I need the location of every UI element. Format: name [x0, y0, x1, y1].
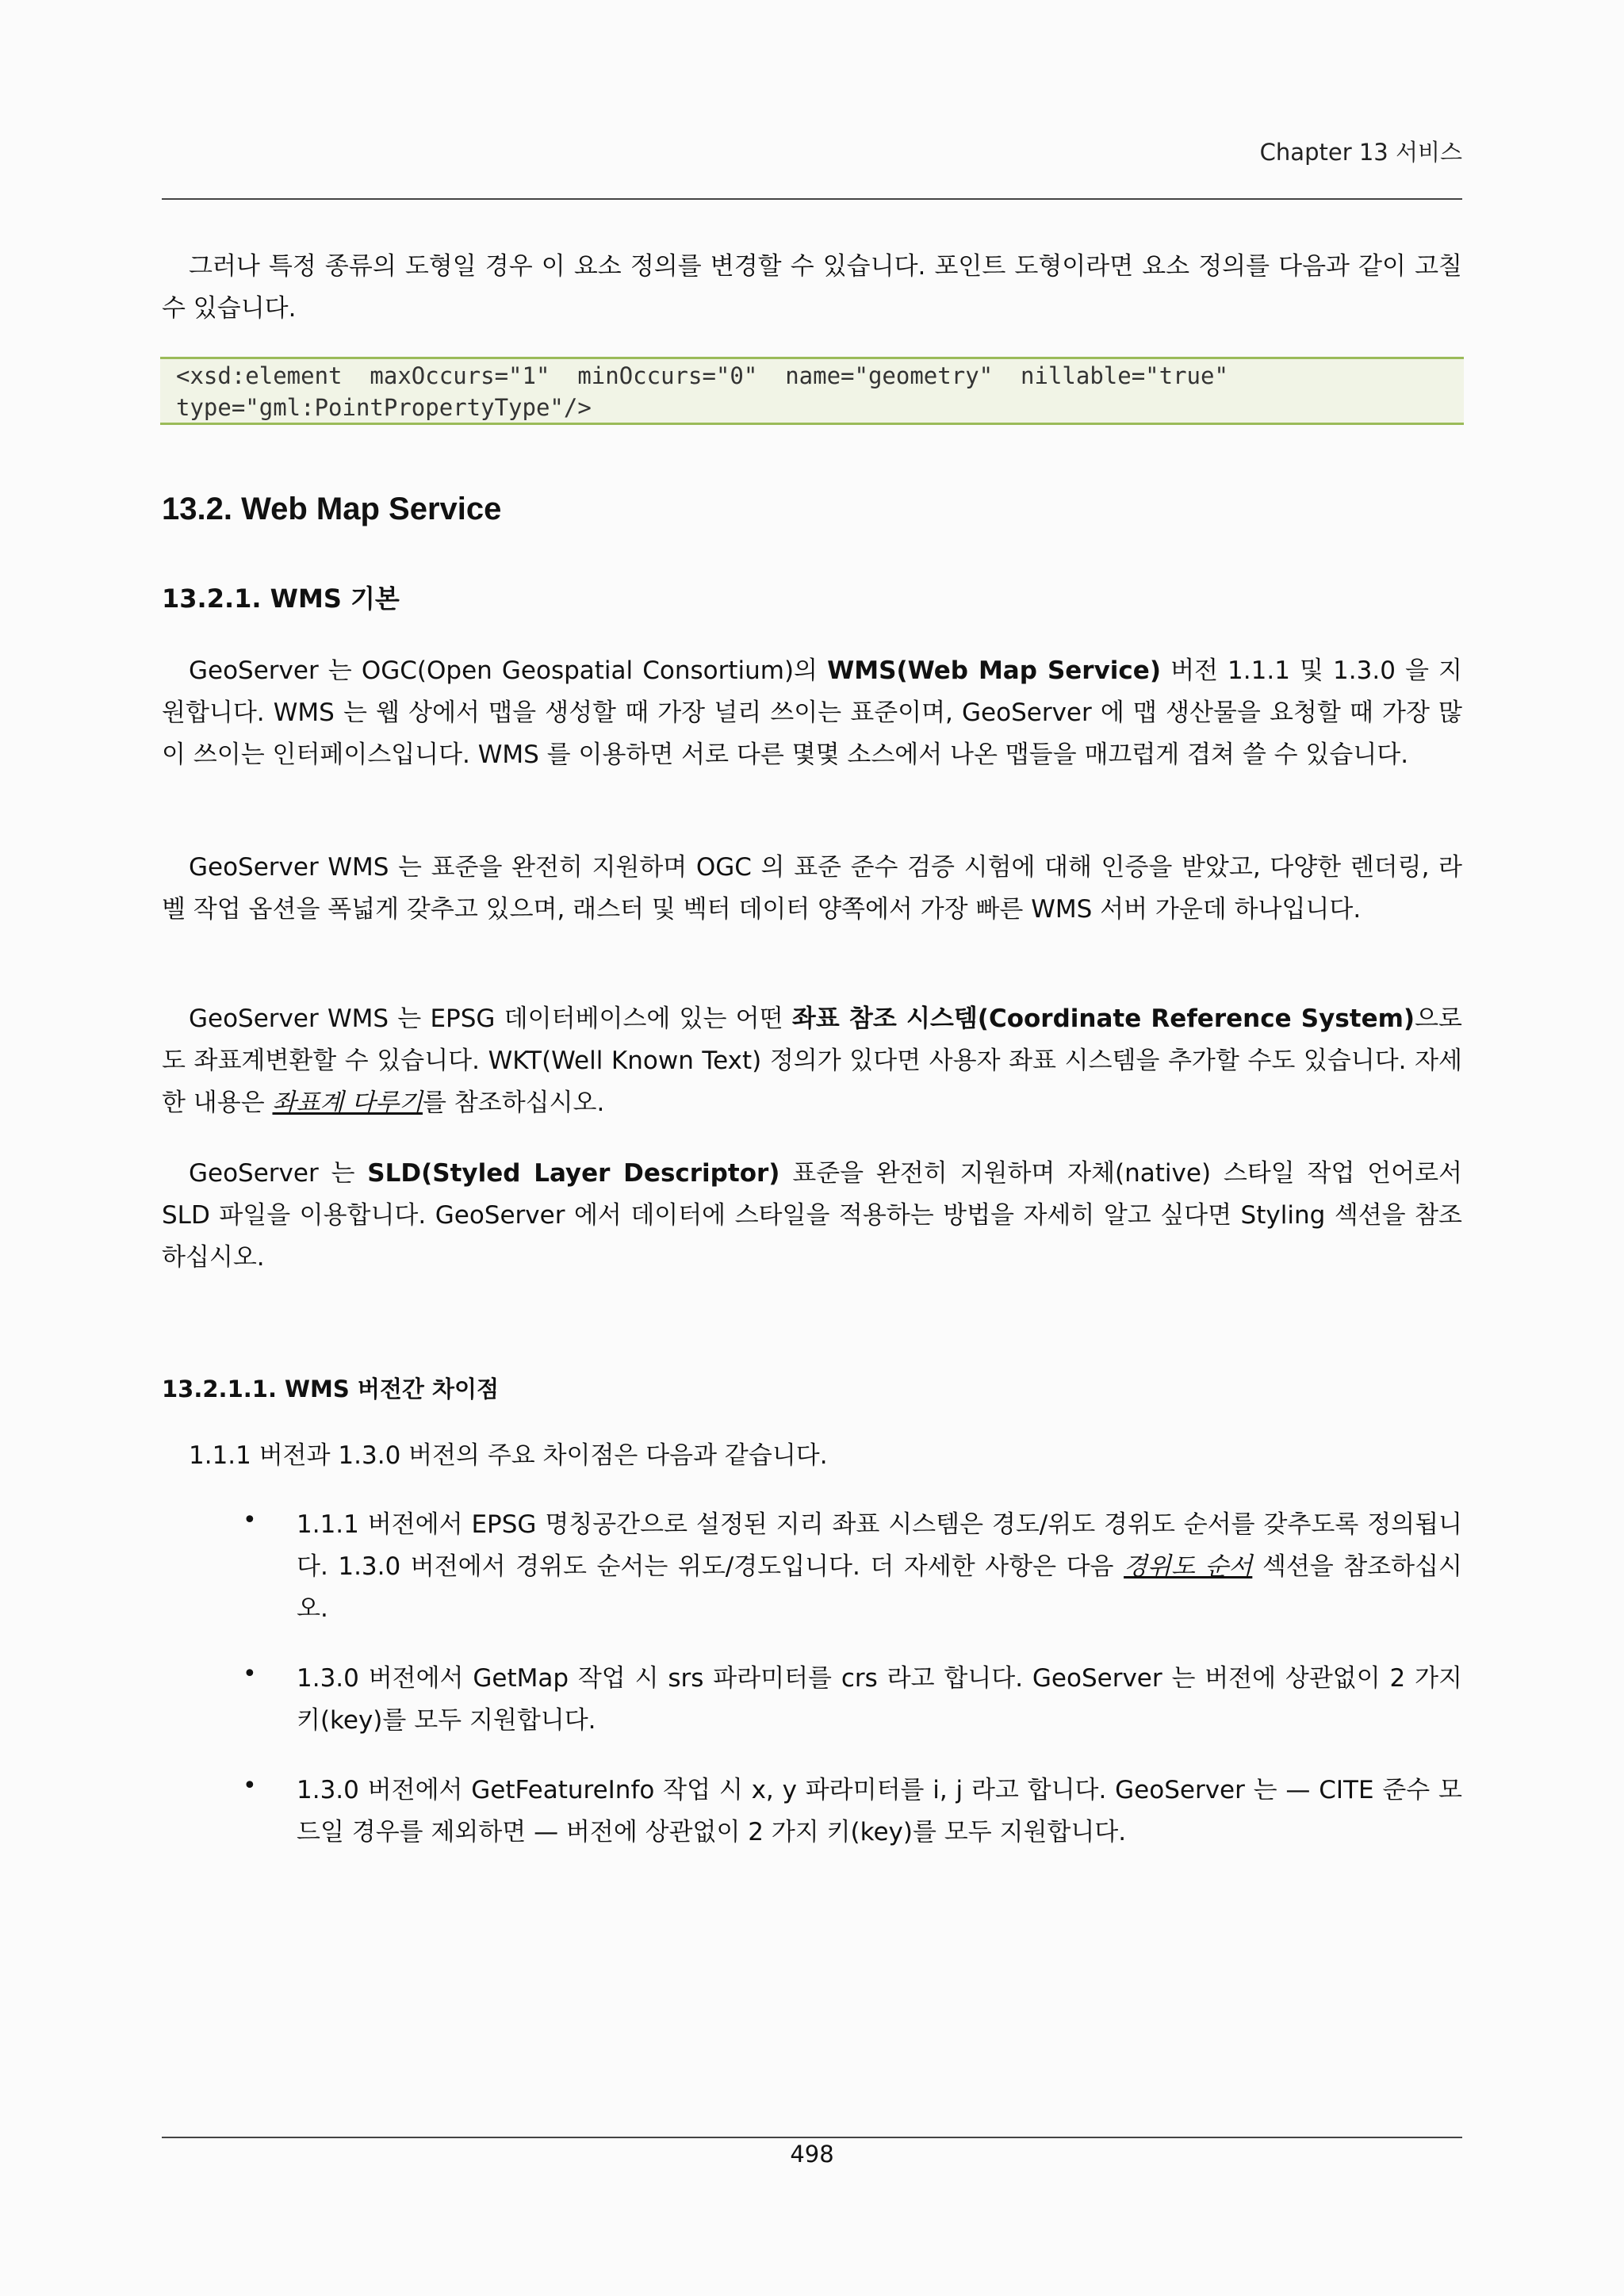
code-line-2: type="gml:PointPropertyType"/>	[176, 394, 592, 421]
footer-rule	[162, 2137, 1462, 2138]
section-heading: 13.2. Web Map Service	[162, 492, 502, 526]
wms-paragraph-1: GeoServer 는 OGC(Open Geospatial Consortium)의 WMS(Web Map Service) 버전 1.1.1 및 1.3.0 을 지원합니다. WMS 는 웹 상에서 맵을 생성할 때 가장 널리 쓰이는 표준이며, GeoServer 에 맵 생산물을 요청할 때 가장 많이 쓰이는 인터페이스입니다. WMS 를 이용하면 서로 다른 몇몇 소스에서 나온 맵들을 매끄럽게 겹쳐 쓸 수 있습니다.	[162, 656, 1462, 769]
intro-paragraph: 그러나 특정 종류의 도형일 경우 이 요소 정의를 변경할 수 있습니다. 포인트 도형이라면 요소 정의를 다음과 같이 고칠 수 있습니다.	[162, 252, 1462, 323]
bullet-item-2: 1.3.0 버전에서 GetMap 작업 시 srs 파라미터를 crs 라고 합니다. GeoServer 는 버전에 상관없이 2 가지 키(key)를 모두 지원합니다.	[297, 1664, 1462, 1735]
header-rule	[162, 198, 1462, 200]
axis-order-link[interactable]: 경위도 순서	[1124, 1552, 1253, 1581]
crs-bold-term: 좌표 참조 시스템(Coordinate Reference System)	[791, 1004, 1415, 1033]
running-header: Chapter 13 서비스	[1259, 139, 1462, 166]
bullet-marker: •	[243, 1772, 257, 1800]
bullet-item-1: 1.1.1 버전에서 EPSG 명칭공간으로 설정된 지리 좌표 시스템은 경도/위도 경위도 순서를 갖추도록 정의됩니다. 1.3.0 버전에서 경위도 순서는 위도/경도입니다. 더 자세한 사항은 다음 경위도 순서 섹션을 참조하십시오.	[297, 1510, 1462, 1623]
sld-bold-term: SLD(Styled Layer Descriptor)	[367, 1159, 780, 1188]
code-line-1: <xsd:element maxOccurs="1" minOccurs="0" name="geometry" nillable="true"	[176, 362, 1228, 389]
wms-bold-term: WMS(Web Map Service)	[827, 656, 1161, 685]
crs-link[interactable]: 좌표계 다루기	[272, 1089, 423, 1117]
bullet-marker: •	[243, 1660, 257, 1688]
differences-intro: 1.1.1 버전과 1.3.0 버전의 주요 차이점은 다음과 같습니다.	[189, 1441, 828, 1470]
wms-paragraph-4: GeoServer 는 SLD(Styled Layer Descriptor) 표준을 완전히 지원하며 자체(native) 스타일 작업 언어로서 SLD 파일을 이용합니다. GeoServer 에서 데이터에 스타일을 적용하는 방법을 자세히 알고 싶다면 Styling 섹션을 참조하십시오.	[162, 1159, 1462, 1272]
bullet-marker: •	[243, 1506, 257, 1534]
bullet-item-3: 1.3.0 버전에서 GetFeatureInfo 작업 시 x, y 파라미터를 i, j 라고 합니다. GeoServer 는 — CITE 준수 모드일 경우를 제외하면 — 버전에 상관없이 2 가지 키(key)를 모두 지원합니다.	[297, 1776, 1462, 1846]
wms-paragraph-3: GeoServer WMS 는 EPSG 데이터베이스에 있는 어떤 좌표 참조 시스템(Coordinate Reference System)으로도 좌표계변환할 수 있습니다. WKT(Well Known Text) 정의가 있다면 사용자 좌표 시스템을 추가할 수도 있습니다. 자세한 내용은 좌표계 다루기를 참조하십시오.	[162, 1004, 1462, 1117]
page-number: 498	[790, 2141, 834, 2168]
subsubsection-heading: 13.2.1.1. WMS 버전간 차이점	[162, 1376, 500, 1402]
wms-paragraph-2: GeoServer WMS 는 표준을 완전히 지원하며 OGC 의 표준 준수 검증 시험에 대해 인증을 받았고, 다양한 렌더링, 라벨 작업 옵션을 폭넓게 갖추고 있으며, 래스터 및 벡터 데이터 양쪽에서 가장 빠른 WMS 서버 가운데 하나입니다.	[162, 853, 1462, 924]
subsection-heading: 13.2.1. WMS 기본	[162, 584, 400, 614]
code-block	[160, 357, 1464, 425]
